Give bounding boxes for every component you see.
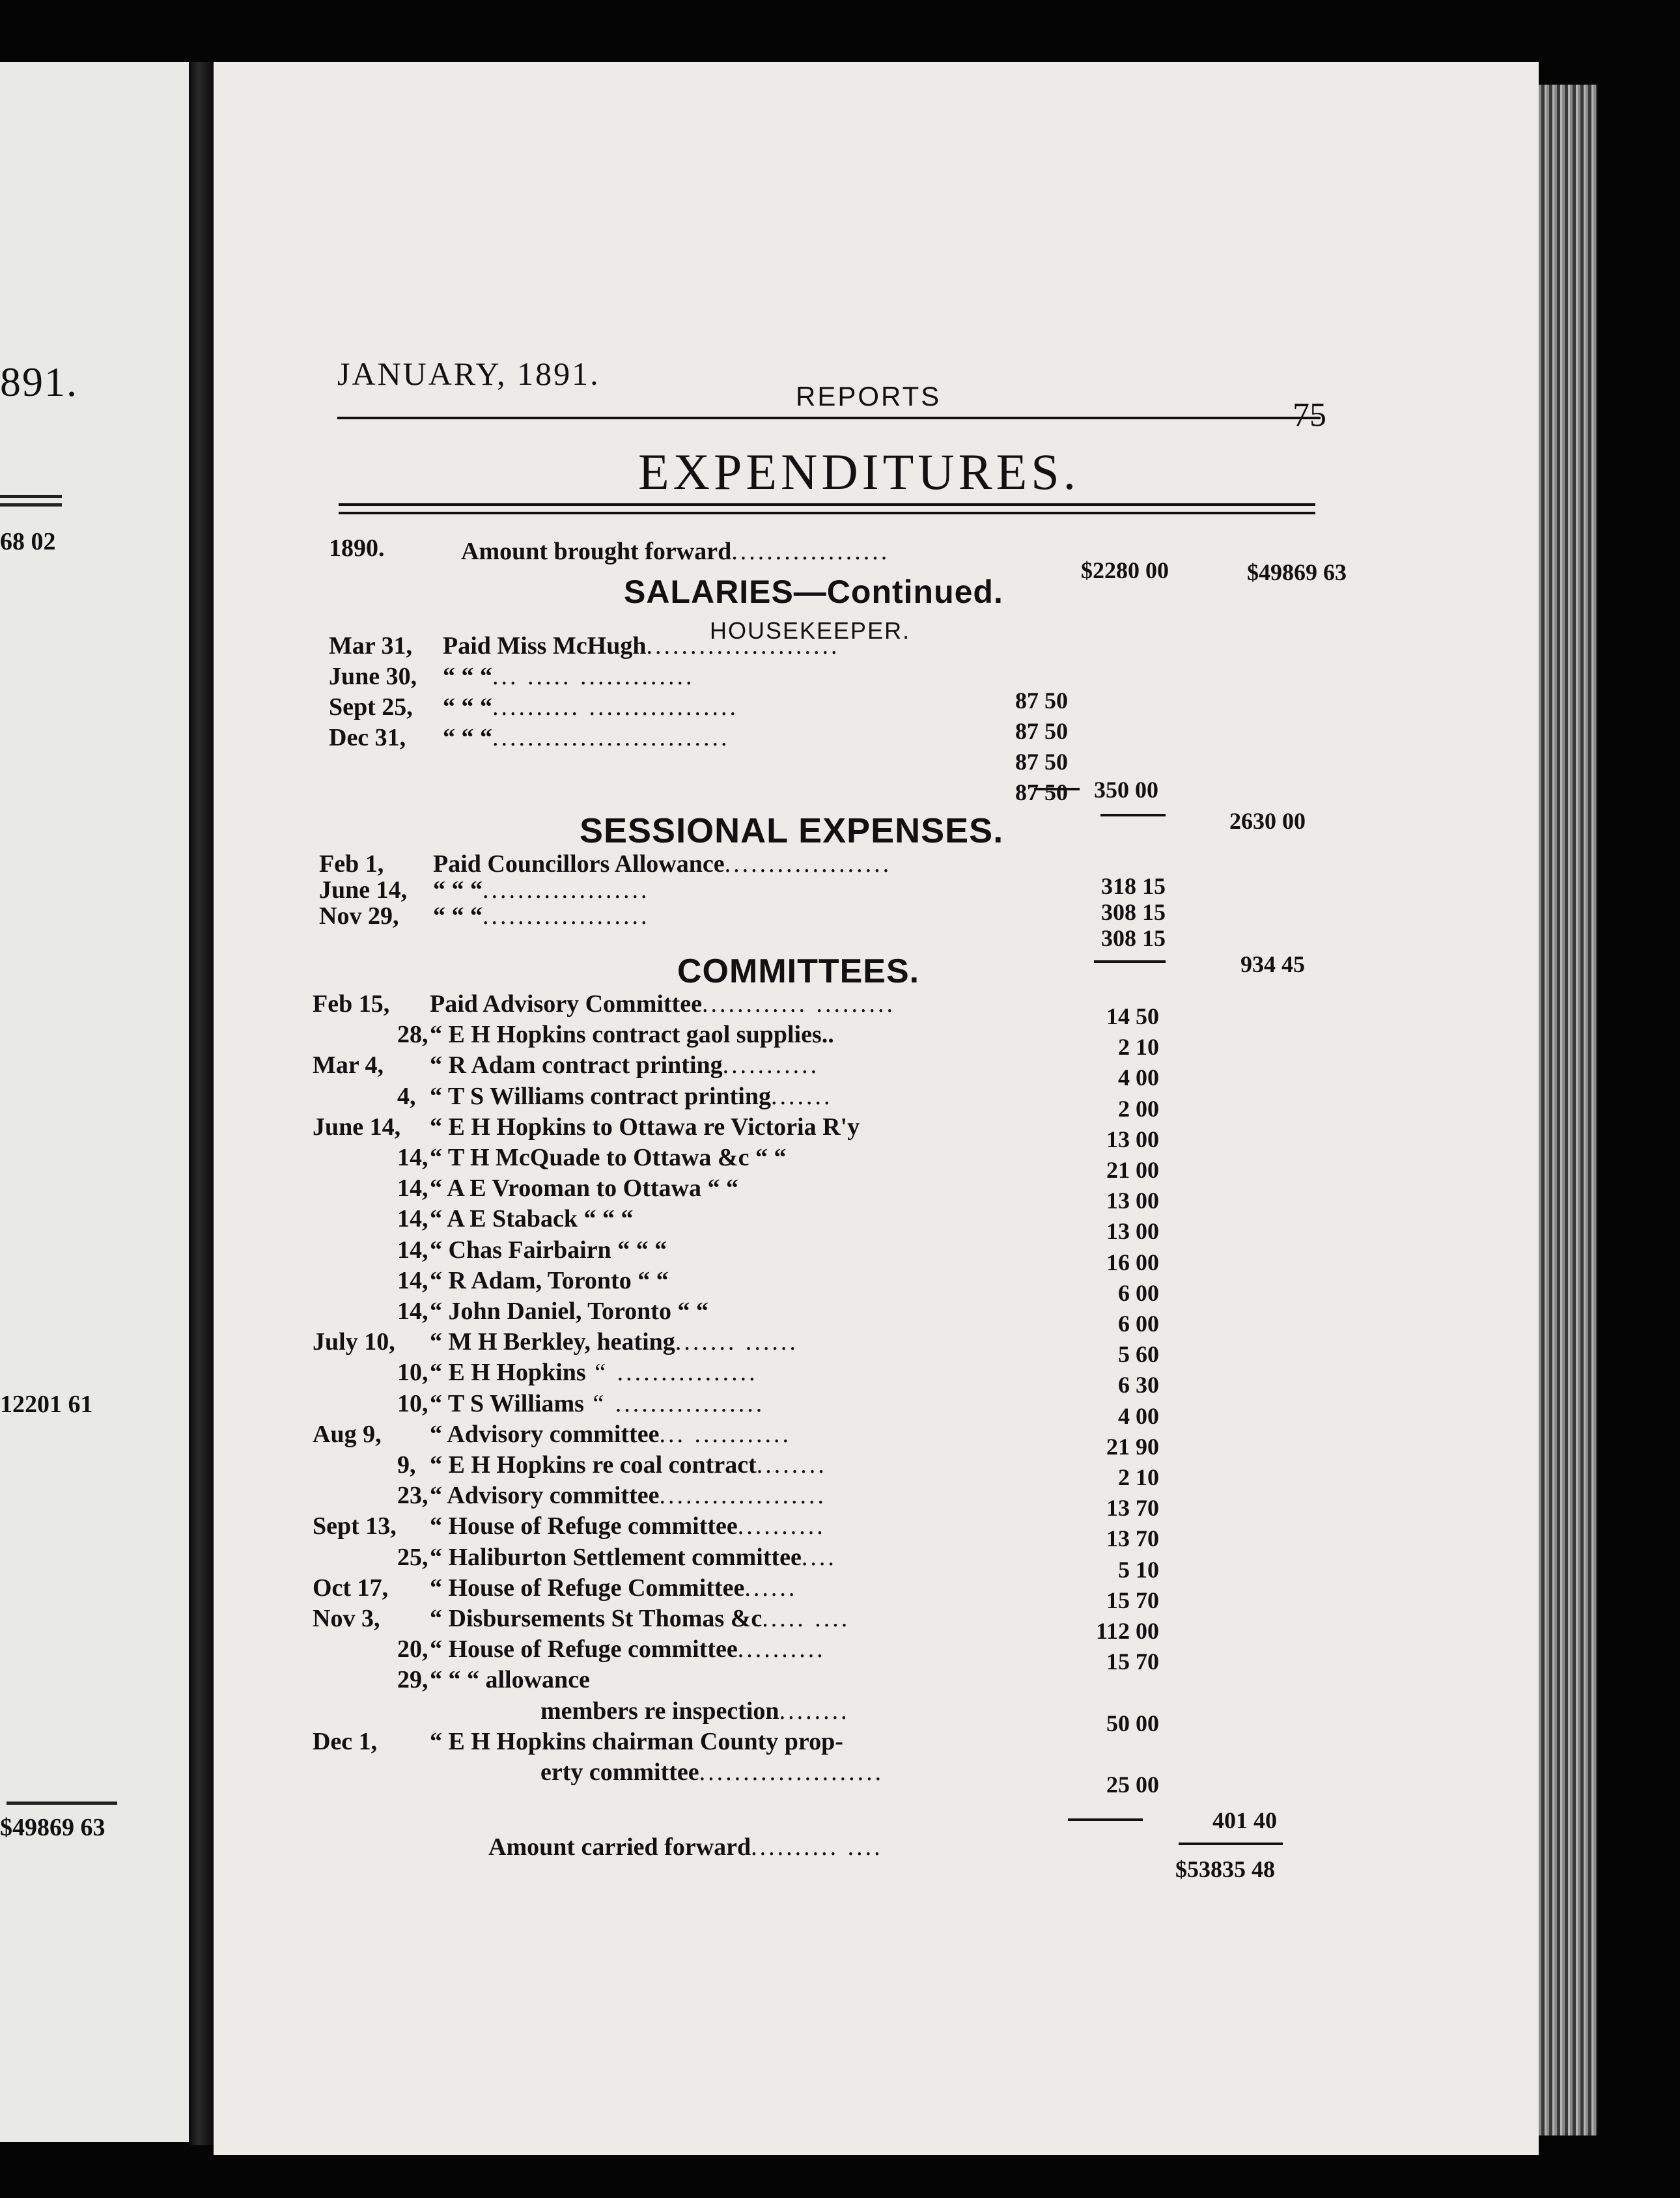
entry-date: Sept 13, <box>313 1512 397 1540</box>
carried-forward-label <box>488 1833 883 1861</box>
entry-amount: 318 15 <box>1101 873 1166 899</box>
entry-description <box>433 876 650 904</box>
entry-text: “ M H Berkley, heating <box>430 1328 675 1356</box>
entry-text: “ E H Hopkins to Ottawa re Victoria R'y <box>430 1113 860 1141</box>
entry-date: Feb 15, <box>313 990 390 1018</box>
entry-date: Nov 29, <box>319 902 399 930</box>
subheading-housekeeper: HOUSEKEEPER. <box>710 617 911 644</box>
entry-amount: 13 70 <box>1106 1525 1159 1552</box>
entry-description <box>430 1266 669 1295</box>
brought-forward-text: Amount brought forward <box>461 538 732 565</box>
entry-text: “ R Adam, Toronto “ “ <box>430 1266 669 1294</box>
entry-amount: 21 90 <box>1106 1433 1159 1460</box>
leader-dots: ........... <box>722 1051 820 1079</box>
entry-text: “ “ “ <box>443 724 492 751</box>
entry-description <box>433 902 650 930</box>
leader-dots: ... ..... ............. <box>492 663 695 690</box>
entry-description <box>430 990 895 1018</box>
entry-text: erty committee <box>540 1759 699 1786</box>
brought-forward-year: 1890. <box>329 535 385 562</box>
leader-dots: ... ........... <box>659 1420 791 1448</box>
entry-date: 14, <box>397 1205 428 1233</box>
entry-text: “ Chas Fairbairn “ “ “ <box>430 1236 667 1264</box>
entry-description <box>430 1020 834 1049</box>
leader-dots: ................... <box>483 876 650 904</box>
brought-forward-label <box>461 537 889 566</box>
header-rule <box>337 417 1321 419</box>
entry-amount: 4 00 <box>1118 1402 1159 1429</box>
entry-text: “ R Adam contract printing <box>430 1051 723 1079</box>
entry-text: “ “ “ <box>433 876 483 904</box>
entry-date: 9, <box>397 1451 416 1479</box>
entry-date: June 14, <box>319 876 408 904</box>
entry-description <box>430 1574 797 1602</box>
entry-date: Feb 1, <box>319 850 384 878</box>
entry-description <box>430 1420 791 1449</box>
entry-text: “ “ “ <box>443 693 492 721</box>
entry-description <box>430 1204 634 1233</box>
entry-description <box>430 1174 738 1203</box>
entry-date: Oct 17, <box>313 1574 389 1602</box>
carried-forward-total: $53835 48 <box>1175 1856 1275 1882</box>
entry-text: Paid Councillors Allowance <box>433 850 725 878</box>
entry-text: “ John Daniel, Toronto “ “ <box>430 1298 708 1325</box>
leader-dots: “ ................ <box>585 1359 758 1387</box>
book-gutter <box>189 62 214 2145</box>
entry-description <box>443 693 738 721</box>
leader-dots: ................... <box>724 850 892 878</box>
entry-amount: 14 50 <box>1106 1003 1159 1029</box>
entry-amount: 6 30 <box>1118 1372 1159 1398</box>
previous-page-rule <box>7 1802 117 1805</box>
leader-dots: .......... <box>737 1512 826 1540</box>
entry-text: “ “ “ <box>433 902 483 930</box>
entry-amount: 5 60 <box>1118 1341 1159 1368</box>
leader-dots: .......... <box>737 1635 826 1663</box>
committees-total: 401 40 <box>1212 1807 1277 1833</box>
entry-amount: 87 50 <box>1015 749 1068 775</box>
entry-date: Aug 9, <box>313 1420 382 1448</box>
entry-amount: 13 00 <box>1106 1188 1159 1214</box>
leader-dots: .... <box>801 1543 837 1571</box>
entry-date: 14, <box>397 1175 428 1203</box>
leader-dots: ....... <box>770 1082 833 1110</box>
total-rule <box>1179 1843 1283 1845</box>
entry-amount: 112 00 <box>1095 1618 1159 1644</box>
entry-date: 4, <box>397 1082 416 1110</box>
entry-text: “ House of Refuge committee <box>430 1635 738 1663</box>
entry-date: 25, <box>397 1543 428 1571</box>
entry-description <box>430 1358 758 1387</box>
entry-text: “ A E Vrooman to Ottawa “ “ <box>430 1175 738 1203</box>
entry-amount: 6 00 <box>1118 1279 1159 1306</box>
entry-text: “ Haliburton Settlement committee <box>430 1543 802 1571</box>
leader-dots: “ ................. <box>583 1389 765 1417</box>
leader-dots: .......... .... <box>751 1833 883 1861</box>
entry-description <box>433 850 891 878</box>
entry-description <box>430 1665 590 1694</box>
entry-text: “ Disbursements St Thomas &c <box>430 1605 763 1632</box>
entry-amount: 2 10 <box>1118 1464 1159 1490</box>
previous-page-header-year: 891. <box>0 359 78 405</box>
subtotal-rule <box>1094 960 1166 963</box>
entry-date: 20, <box>397 1635 428 1663</box>
section-heading-salaries: SALARIES—Continued. <box>624 574 1003 610</box>
leader-dots: ..................... <box>699 1759 884 1786</box>
entry-amount: 25 00 <box>1106 1772 1159 1798</box>
entry-amount: 2 10 <box>1118 1034 1159 1061</box>
entry-date: Sept 25, <box>329 693 413 721</box>
entry-text: “ “ “ allowance <box>430 1666 590 1694</box>
carried-forward-text: Amount carried forward <box>488 1833 751 1861</box>
entry-description <box>430 1389 764 1418</box>
sessional-total: 934 45 <box>1240 951 1305 977</box>
entry-amount: 50 00 <box>1106 1710 1159 1736</box>
title-rule <box>339 512 1315 514</box>
entry-amount: 2 00 <box>1118 1095 1159 1122</box>
entry-description <box>443 723 730 752</box>
entry-text: Paid Advisory Committee <box>430 990 702 1018</box>
entry-text: “ E H Hopkins contract gaol supplies.. <box>430 1021 834 1049</box>
section-heading-committees: COMMITTEES. <box>677 953 920 990</box>
previous-page-amount: 68 02 <box>0 528 56 555</box>
entry-description <box>430 1113 860 1141</box>
entry-date: Dec 1, <box>313 1727 378 1755</box>
entry-date: 10, <box>397 1389 428 1417</box>
previous-page-amount: $49869 63 <box>0 1814 105 1841</box>
entry-date: Nov 3, <box>313 1605 380 1632</box>
entry-description <box>430 1051 819 1079</box>
entry-date: 14, <box>397 1298 428 1325</box>
entry-amount: 308 15 <box>1101 899 1166 925</box>
entry-date: 28, <box>397 1021 428 1049</box>
entry-description <box>430 1236 667 1264</box>
entry-description <box>430 1451 827 1479</box>
entry-text: “ T S Williams contract printing <box>430 1082 771 1110</box>
leader-dots: ........ <box>779 1697 850 1725</box>
entry-amount: 13 00 <box>1106 1126 1159 1152</box>
entry-amount: 13 70 <box>1106 1495 1159 1522</box>
leader-dots: .......... ................. <box>492 693 738 721</box>
entry-text: Paid Miss McHugh <box>443 632 647 660</box>
entry-amount: 87 50 <box>1015 718 1068 744</box>
entry-date: June 14, <box>313 1113 401 1141</box>
entry-text: “ House of Refuge Committee <box>430 1574 745 1602</box>
entry-description <box>430 1727 843 1756</box>
title-rule <box>339 503 1315 506</box>
entry-description <box>540 1758 884 1787</box>
entry-text: members re inspection <box>540 1697 779 1725</box>
entry-amount: 5 10 <box>1118 1556 1159 1583</box>
previous-page-amount: 12201 61 <box>0 1391 93 1418</box>
subtotal-rule <box>1100 814 1166 816</box>
leader-dots: .................. <box>731 538 890 565</box>
entry-date: 29, <box>397 1666 428 1694</box>
brought-forward-total: $49869 63 <box>1247 559 1347 585</box>
entry-description <box>430 1082 832 1111</box>
entry-amount: 13 00 <box>1106 1218 1159 1245</box>
page-number: 75 <box>1293 396 1326 434</box>
entry-text: “ A E Staback “ “ “ <box>430 1205 634 1233</box>
entry-description <box>430 1328 798 1356</box>
entry-text: “ E H Hopkins re coal contract <box>430 1451 757 1479</box>
entry-text: “ Advisory committee <box>430 1482 660 1510</box>
entry-amount: 15 70 <box>1106 1587 1159 1613</box>
entry-amount: 15 70 <box>1106 1648 1159 1675</box>
leader-dots: ........ <box>756 1451 827 1479</box>
entry-text: “ E H Hopkins chairman County prop- <box>430 1727 843 1755</box>
entry-description <box>430 1481 826 1510</box>
header-section: REPORTS <box>796 381 942 411</box>
salaries-running-total: 2630 00 <box>1229 808 1306 834</box>
entry-amount: 308 15 <box>1101 925 1166 951</box>
brought-forward-subtotal: $2280 00 <box>1081 557 1169 583</box>
entry-date: June 30, <box>329 663 417 690</box>
entry-amount: 87 50 <box>1015 688 1068 714</box>
entry-amount: 87 50 <box>1015 779 1068 805</box>
entry-description <box>430 1635 826 1663</box>
entry-amount: 4 00 <box>1118 1064 1159 1091</box>
entry-date: 10, <box>397 1359 428 1387</box>
entry-description <box>430 1543 837 1572</box>
salaries-subtotal: 350 00 <box>1094 777 1158 803</box>
subtotal-rule <box>1068 1818 1143 1821</box>
subtotal-rule <box>1034 788 1080 790</box>
page-edges <box>1539 85 1597 2135</box>
previous-page-rule <box>0 495 62 498</box>
entry-date: Dec 31, <box>329 724 406 751</box>
entry-date: 23, <box>397 1482 428 1510</box>
entry-date: Mar 31, <box>329 632 413 660</box>
entry-text: “ E H Hopkins <box>430 1359 586 1387</box>
leader-dots: ........................... <box>492 724 730 751</box>
entry-text: “ “ “ <box>443 663 492 690</box>
entry-text: “ T S Williams <box>430 1389 584 1417</box>
entry-description <box>540 1697 850 1725</box>
previous-page-fragment <box>0 62 189 2142</box>
entry-amount: 21 00 <box>1106 1157 1159 1183</box>
entry-date: July 10, <box>313 1328 395 1356</box>
entry-date: 14, <box>397 1266 428 1294</box>
leader-dots: ...................... <box>646 632 840 660</box>
entry-date: 14, <box>397 1144 428 1171</box>
leader-dots: ............ ......... <box>701 990 895 1018</box>
previous-page-rule <box>0 503 62 507</box>
entry-description <box>430 1604 850 1633</box>
leader-dots: ...... <box>744 1574 798 1602</box>
leader-dots: ................... <box>483 902 650 930</box>
entry-description <box>443 632 839 660</box>
entry-text: “ Advisory committee <box>430 1420 660 1448</box>
entry-description <box>443 662 695 691</box>
entry-text: “ T H McQuade to Ottawa &c “ “ <box>430 1144 787 1171</box>
entry-description <box>430 1143 786 1172</box>
entry-description <box>430 1297 708 1326</box>
entry-description <box>430 1512 826 1540</box>
entry-date: 14, <box>397 1236 428 1264</box>
section-heading-sessional: SESSIONAL EXPENSES. <box>580 811 1004 850</box>
entry-amount: 6 00 <box>1118 1311 1159 1337</box>
page-title: EXPENDITURES. <box>638 443 1080 500</box>
entry-text: “ House of Refuge committee <box>430 1512 738 1540</box>
leader-dots: ..... .... <box>762 1605 850 1632</box>
entry-amount: 16 00 <box>1106 1249 1159 1275</box>
header-date: JANUARY, 1891. <box>337 355 600 392</box>
entry-date: Mar 4, <box>313 1051 384 1079</box>
leader-dots: ....... ...... <box>675 1328 798 1356</box>
leader-dots: ................... <box>659 1482 826 1510</box>
